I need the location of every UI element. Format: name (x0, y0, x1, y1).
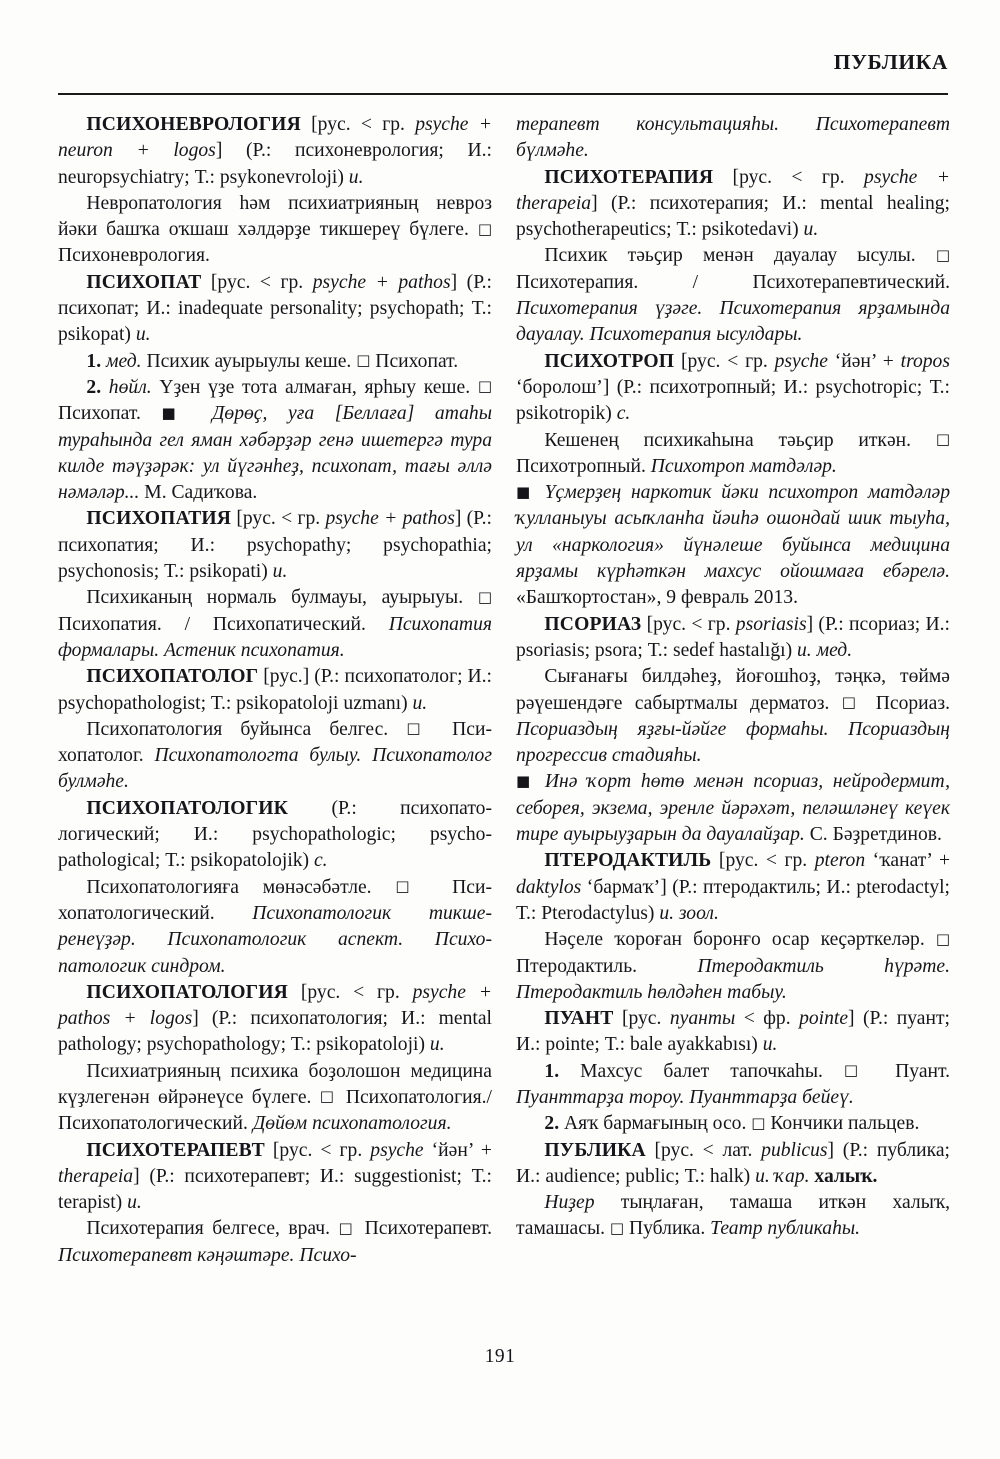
headword: ПУБЛИКА (544, 1139, 646, 1161)
two-column-body (58, 112, 950, 1327)
open-square-marker: □ (609, 1218, 625, 1237)
dict-entry-psihopatologiya: ПСИХОПАТОЛОГИЯ [рус. < гр. psyche + pathos + logos] (Р.: психопатология; И.: mental pathology; psychopathology; Т.: psikopatoloji) и. (58, 981, 492, 1056)
citation-source: «Башҡортостан», 9 февраль 2013. (516, 587, 798, 609)
citation-source: С. Бәҙретдинов. (809, 824, 942, 846)
dict-entry-psihopatiya: ПСИХОПАТИЯ [рус. < гр. psyche + pathos] (Р.: психопатия; И.: psychopathy; psychopathia; psychonosis; Т.: psikopati) и. (58, 508, 492, 583)
dict-entry-pterodaktil: ПТЕРОДАКТИЛЬ [рус. < гр. pteron ‘ҡанат’ + daktylos ‘бармаҡ’] (Р.: птеродактиль; И.: pterodactyl; Т.: Pterodactylus) и. зоол. (516, 850, 950, 924)
headword: ПСИХОПАТОЛОГ (86, 666, 259, 688)
dict-entry-publika: ПУБЛИКА [рус. < лат. publicus] (Р.: публика; И.: audience; public; Т.: halk) и. ҡар. халыҡ. (516, 1139, 950, 1187)
entry-gloss: Психик тәьҫир менән дауалау ысулы. □ Психотерапия. / Психотерапевтический. Психотерапия үҙәге. Психотерапия ярҙамында дауалау. Психотерапия ысулдары. (516, 245, 950, 346)
headword: ПСОРИАЗ (544, 613, 642, 635)
sense-1: 1. мед. Психик ауырыулы кеше. □ Психопат. (86, 350, 459, 372)
entry-gloss: Психиканың нормаль булмауы, ауырыуы. □ Психопатия. / Психопатический. Психопатия формалары. Астеник психопатия. (58, 587, 492, 661)
dict-entry-psihonevrologiya: ПСИХОНЕВРОЛОГИЯ [рус. < гр. psyche + neuron + logos] (Р.: психоневрология; И.: neuropsychiatry; Т.: psykonevroloji) и. (58, 114, 492, 188)
headword: ПСИХОТРОП (544, 350, 675, 372)
headword: ПУАНТ (544, 1008, 614, 1030)
entry-gloss: Психиатрияның психика боҙолошон медицина күҙлегенән өйрәнеүсе бүлеге. □ Психопатология./Психопатологический. Дөйөм психопатология. (58, 1060, 492, 1135)
sense-2: 2. һөйл. Үҙен үҙе тота алмаған, ярһыу кеше. □ Психопат. ■ Дөрөҫ, уға [Беллаға] атаһы тураһында гел яман хәбәрҙәр генә ишетергә тура килде тәүҙәрәк: ул йүгәнһеҙ, психопат, тағы әллә нәмәләр... М. Садиҡова. (58, 376, 492, 504)
dict-entry-psihopatolog: ПСИХОПАТОЛОГ [рус.] (Р.: психопатолог; И.: psychopathologist; Т.: psikopatoloji uzmanı) и. (58, 666, 492, 714)
sense-number: 1. (544, 1060, 560, 1082)
left-column (58, 112, 492, 1327)
sense-label: мед. (106, 350, 142, 372)
entry-gloss: Сығанағы билдәһеҙ, йоғошһоҙ, тәңкә, төймә рәүешендәге сабыртмалы дерматоз. □ Псориаз. Псориаздың яҙғы-йәйге формаһы. Псориаздың прогрессив стадияһы. (516, 666, 950, 767)
citation-text: Дөрөҫ, уға [Беллаға] атаһы тураһында гел яман хәбәрҙәр генә ишетергә тура килде тәүҙәрәк: ул йүгәнһеҙ, психопат, тағы әллә нәмәләр... (58, 403, 492, 504)
open-square-marker: □ (935, 929, 950, 948)
headword: ПТЕРОДАКТИЛЬ (544, 850, 712, 872)
open-square-marker: □ (319, 1087, 338, 1106)
headword: ПСИХОТЕРАПИЯ (544, 166, 714, 188)
entry-continuation: терапевт консультацияһы. Психотерапевт бүлмәһе. (516, 114, 950, 162)
open-square-marker: □ (935, 245, 950, 264)
open-square-marker: □ (395, 877, 429, 896)
sense-2: 2. Аяҡ бармағының осо. □ Кончики пальцев. (544, 1113, 920, 1135)
sense-label: һөйл. (108, 376, 152, 398)
open-square-marker: □ (338, 1218, 357, 1237)
page-number: 191 (484, 1346, 516, 1367)
entry-citation (516, 480, 950, 611)
open-square-marker: □ (843, 1061, 875, 1080)
dict-entry-psihopat: ПСИХОПАТ [рус. < гр. psyche + pathos] (Р.: психопат; И.: inadequate personality; psychopath; Т.: psikopat) и. (58, 271, 492, 346)
citation-text: Инә ҡорт һөтө менән псориаз, нейродермит, себорея, экзема, эренле йәрәхәт, пеләшләнеү кеүек тире ауырыуҙарын да дауалайҙар. (516, 771, 950, 846)
open-square-marker: □ (356, 351, 371, 370)
open-square-marker: □ (477, 219, 492, 238)
open-square-marker: □ (841, 693, 864, 712)
right-column (516, 112, 950, 1327)
headword: ПСИХОПАТ (86, 271, 202, 293)
open-square-marker: □ (935, 430, 950, 449)
entry-gloss: Нәҫеле ҡороған боронғо осар кеҫәрткеләр. □ Птеродактиль. Птеродактиль һүрәте. Птеродактиль һөлдәһен табыу. (516, 929, 950, 1003)
entry-gloss: Кешенең психикаһына тәьҫир иткән. □ Психотропный. Психотроп матдәләр. (516, 429, 950, 477)
filled-square-marker: ■ (516, 482, 535, 501)
sense-1: 1. Махсус балет тапочкаһы. □ Пуант. Пуанттарҙа тороу. Пуанттарҙа бейеү. (516, 1060, 950, 1108)
headword: ПСИХОПАТОЛОГИЯ (86, 981, 288, 1003)
entry-gloss: Психопатологияға мөнәсәбәтле. □ Психопатологический. Психопатологик тикшеренеүҙәр. Психопатологик аспект. Психопатологик синдром. (58, 876, 492, 977)
sense-number: 1. (86, 350, 102, 372)
dict-entry-puant: ПУАНТ [рус. пуанты < фр. pointe] (Р.: пуант; И.: pointe; Т.: bale ayakkabısı) и. (516, 1008, 950, 1056)
citation-text: Үҫмерҙең наркотик йәки психотроп матдәләр ҡулланыуы асыҡланһа йәиһә ошондай шик тыуһа, ул «наркология» йүнәлеше буйынса медицина ярҙамы күрһәткән махсус ойошмаға ебәрелә. (516, 482, 950, 583)
running-head-title: ПУБЛИКА (833, 50, 948, 74)
entry-citation (516, 769, 950, 848)
dict-entry-psihoterapiya: ПСИХОТЕРАПИЯ [рус. < гр. psyche + therapeia] (Р.: психотерапия; И.: mental healing; psychotherapeutics; Т.: psikotedavi) и. (516, 166, 950, 241)
open-square-marker: □ (477, 377, 492, 396)
entry-gloss: Ниҙер тыңлаған, тамаша иткән халыҡ, тамашасы. □ Публика. Театр публикаһы. (516, 1192, 950, 1240)
header-divider-rule (58, 93, 948, 95)
headword: ПСИХОПАТОЛОГИК (86, 797, 289, 819)
headword: ПСИХОТЕРАПЕВТ (86, 1139, 265, 1161)
running-head (58, 52, 948, 96)
sense-number: 2. (86, 376, 102, 398)
sense-number: 2. (544, 1113, 560, 1135)
open-square-marker: □ (477, 587, 492, 606)
open-square-marker: □ (751, 1113, 766, 1132)
dict-entry-psihopatologik: ПСИХОПАТОЛОГИК (Р.: психопатологический; И.: psychopathologic; psychopathological; Т.: psikopatolojik) с. (58, 797, 492, 872)
dict-entry-psihoterapevt: ПСИХОТЕРАПЕВТ [рус. < гр. psyche ‘йән’ + therapeia] (Р.: психотерапевт; И.: suggestionist; Т.: terapist) и. (58, 1139, 492, 1214)
dict-entry-psoriaz: ПСОРИАЗ [рус. < гр. psoriasis] (Р.: псориаз; И.: psoriasis; psora; Т.: sedef hastalığı) и. мед. (516, 613, 950, 661)
entry-gloss: Невропатология һәм психиатрияның невроз йәки башҡа оҡшаш хәлдәрҙе тикшереү бүлеге. □ Психоневрология. (58, 192, 492, 267)
entry-gloss: Психопатология буйынса белгес. □ Психопатолог. Психопатологта булыу. Психопатолог булмәһе. (58, 718, 492, 793)
filled-square-marker: ■ (516, 771, 536, 790)
citation-source: М. Садиҡова. (144, 482, 258, 504)
headword: ПСИХОПАТИЯ (86, 508, 232, 530)
open-square-marker: □ (406, 719, 434, 738)
filled-square-marker: ■ (161, 403, 192, 422)
entry-gloss: Психотерапия белгесе, врач. □ Психотерапевт. Психотерапевт кәңәштәре. Психо- (58, 1218, 492, 1266)
dict-entry-psihotrop: ПСИХОТРОП [рус. < гр. psyche ‘йән’ + tropos ‘боролош’] (Р.: психотропный; И.: psychotropic; Т.: psikotropik) с. (516, 350, 950, 425)
headword: ПСИХОНЕВРОЛОГИЯ (86, 114, 301, 135)
